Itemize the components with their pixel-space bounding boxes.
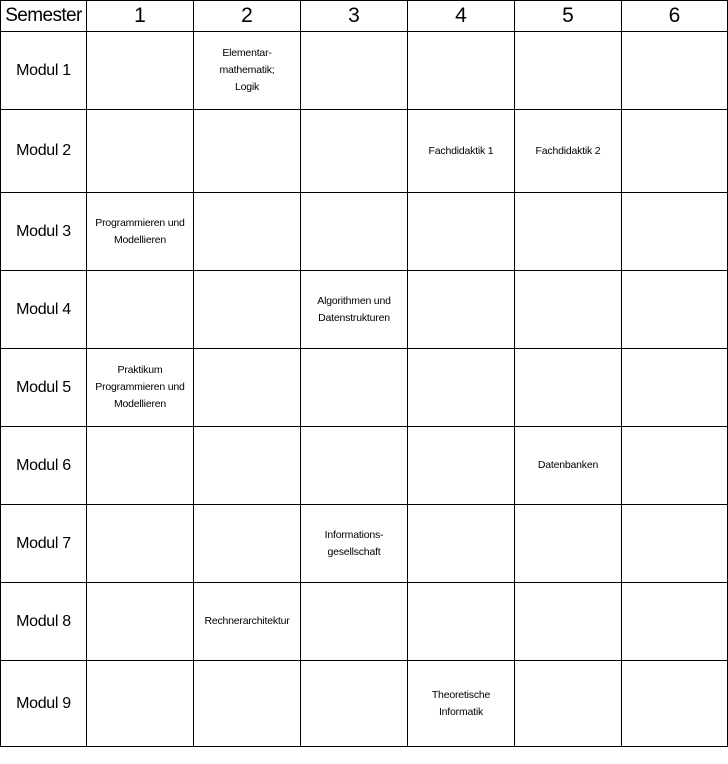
module-cell [87, 110, 194, 193]
module-cell: Datenbanken [515, 427, 622, 505]
module-cell [87, 583, 194, 661]
semester-header-3: 3 [301, 1, 408, 32]
module-cell [622, 32, 728, 110]
module-cell: Fachdidaktik 1 [408, 110, 515, 193]
module-cell: Theoretische Informatik [408, 661, 515, 747]
module-cell [515, 349, 622, 427]
module-label: Modul 9 [1, 661, 87, 747]
module-cell [301, 193, 408, 271]
module-cell [622, 349, 728, 427]
module-cell [622, 505, 728, 583]
module-cell [301, 110, 408, 193]
semester-header-6: 6 [622, 1, 728, 32]
module-cell [194, 427, 301, 505]
module-label: Modul 3 [1, 193, 87, 271]
module-cell [194, 505, 301, 583]
module-cell: Elementar- mathematik; Logik [194, 32, 301, 110]
module-cell [408, 193, 515, 271]
module-cell [301, 349, 408, 427]
module-cell [87, 505, 194, 583]
module-cell [194, 349, 301, 427]
module-cell [87, 427, 194, 505]
module-cell [301, 583, 408, 661]
header-row [1, 1, 728, 32]
table-row [1, 193, 728, 271]
module-cell [87, 271, 194, 349]
semester-corner-header: Semester [1, 1, 87, 32]
module-cell [194, 110, 301, 193]
module-cell [515, 193, 622, 271]
module-cell [408, 32, 515, 110]
module-label: Modul 1 [1, 32, 87, 110]
module-cell [622, 271, 728, 349]
module-cell: Algorithmen und Datenstrukturen [301, 271, 408, 349]
table-row [1, 32, 728, 110]
table-row [1, 110, 728, 193]
module-cell [622, 427, 728, 505]
module-label: Modul 7 [1, 505, 87, 583]
module-cell [301, 427, 408, 505]
module-cell: Fachdidaktik 2 [515, 110, 622, 193]
module-cell [622, 661, 728, 747]
table-row [1, 427, 728, 505]
module-cell [408, 427, 515, 505]
module-cell [622, 110, 728, 193]
module-label: Modul 8 [1, 583, 87, 661]
semester-header-5: 5 [515, 1, 622, 32]
module-cell [194, 661, 301, 747]
module-cell: Programmieren und Modellieren [87, 193, 194, 271]
table-row [1, 349, 728, 427]
module-cell [515, 271, 622, 349]
module-cell [622, 193, 728, 271]
module-label: Modul 2 [1, 110, 87, 193]
module-label: Modul 5 [1, 349, 87, 427]
table-row [1, 661, 728, 747]
module-cell [87, 661, 194, 747]
module-cell: Praktikum Programmieren und Modellieren [87, 349, 194, 427]
table-row [1, 505, 728, 583]
module-cell [87, 32, 194, 110]
module-cell [301, 32, 408, 110]
module-cell [194, 193, 301, 271]
module-cell: Informations- gesellschaft [301, 505, 408, 583]
module-cell [408, 271, 515, 349]
module-label: Modul 4 [1, 271, 87, 349]
table-row [1, 271, 728, 349]
module-cell [515, 583, 622, 661]
semester-header-1: 1 [87, 1, 194, 32]
module-cell: Rechnerarchitektur [194, 583, 301, 661]
module-cell [408, 505, 515, 583]
module-cell [194, 271, 301, 349]
module-cell [515, 32, 622, 110]
module-cell [622, 583, 728, 661]
table-row [1, 583, 728, 661]
semester-header-4: 4 [408, 1, 515, 32]
module-cell [408, 583, 515, 661]
module-cell [515, 505, 622, 583]
module-cell [515, 661, 622, 747]
module-cell [408, 349, 515, 427]
module-label: Modul 6 [1, 427, 87, 505]
semester-header-2: 2 [194, 1, 301, 32]
module-cell [301, 661, 408, 747]
